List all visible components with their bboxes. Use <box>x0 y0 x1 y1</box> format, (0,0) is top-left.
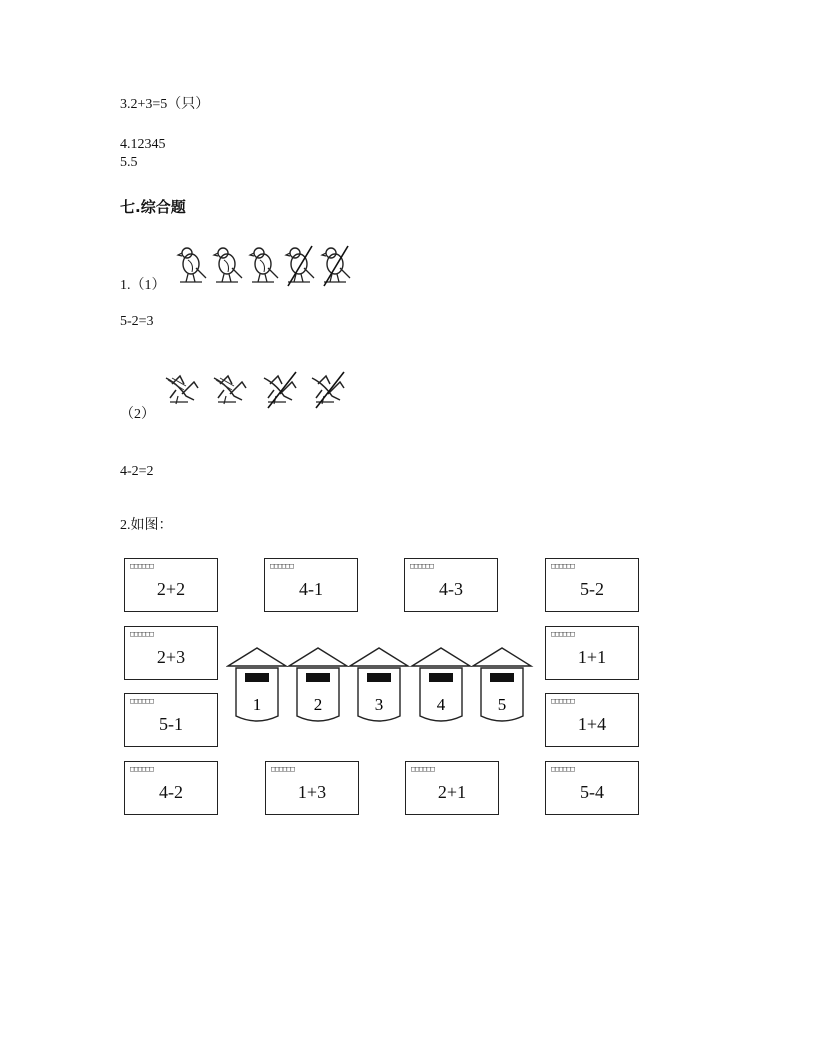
answer-4: 4.12345 <box>120 137 166 152</box>
bird-crossed-icon <box>322 246 350 286</box>
card: □□□□□□ 5-2 <box>545 558 639 612</box>
card: □□□□□□ 5-1 <box>124 693 218 747</box>
q1-part1-label: 1.（1） <box>120 278 166 293</box>
bird-icon <box>250 248 278 282</box>
mailbox-number: 1 <box>252 695 262 714</box>
section-title: 七.综合题 <box>120 198 186 216</box>
birds-row-2-image <box>164 370 356 414</box>
card: □□□□□□ 4-2 <box>124 761 218 815</box>
mailbox-icon <box>350 648 408 721</box>
bird-flying-icon <box>214 376 246 404</box>
bird-crossed-icon <box>286 246 314 286</box>
card: □□□□□□ 2+3 <box>124 626 218 680</box>
card: □□□□□□ 4-3 <box>404 558 498 612</box>
card-expression: 5-1 <box>159 714 183 734</box>
mailbox-icon <box>289 648 347 721</box>
birds-row-1-image <box>176 244 356 288</box>
card: □□□□□□ 4-1 <box>264 558 358 612</box>
card-expression: 4-1 <box>299 579 323 599</box>
card: □□□□□□ 1+3 <box>265 761 359 815</box>
bird-flying-crossed-icon <box>312 372 344 408</box>
card-expression: 4-2 <box>159 782 183 802</box>
card: □□□□□□ 2+2 <box>124 558 218 612</box>
mailboxes-row <box>226 646 536 728</box>
card-expression: 5-2 <box>580 579 604 599</box>
mailbox-icon <box>228 648 286 721</box>
card-expression: 1+4 <box>577 714 607 734</box>
card: □□□□□□ 2+1 <box>405 761 499 815</box>
bird-icon <box>214 248 242 282</box>
card-expression: 2+2 <box>156 579 186 599</box>
bird-icon <box>178 248 206 282</box>
q1-part2-label: （2） <box>120 407 155 422</box>
mailbox-number: 5 <box>497 695 507 714</box>
answer-5: 5.5 <box>120 155 138 170</box>
mailbox-icon <box>412 648 470 721</box>
card-expression: 4-3 <box>439 579 463 599</box>
card-expression: 1+1 <box>577 647 607 667</box>
mailbox-number: 4 <box>436 695 446 714</box>
mailbox-number: 2 <box>313 695 323 714</box>
bird-flying-icon <box>166 376 198 404</box>
card-expression: 2+3 <box>156 647 186 667</box>
card-expression: 1+3 <box>297 782 327 802</box>
card-expression: 5-4 <box>580 782 604 802</box>
card: □□□□□□ 1+4 <box>545 693 639 747</box>
card: □□□□□□ 1+1 <box>545 626 639 680</box>
q1-part2-equation: 4-2=2 <box>120 464 154 479</box>
bird-flying-crossed-icon <box>264 372 296 408</box>
card: □□□□□□ 5-4 <box>545 761 639 815</box>
q1-part1-equation: 5-2=3 <box>120 314 154 329</box>
q2-label: 2.如图： <box>120 518 173 533</box>
mailbox-number: 3 <box>374 695 384 714</box>
answer-3: 3.2+3=5（只） <box>120 97 210 112</box>
card-expression: 2+1 <box>437 782 467 802</box>
mailbox-icon <box>473 648 531 721</box>
